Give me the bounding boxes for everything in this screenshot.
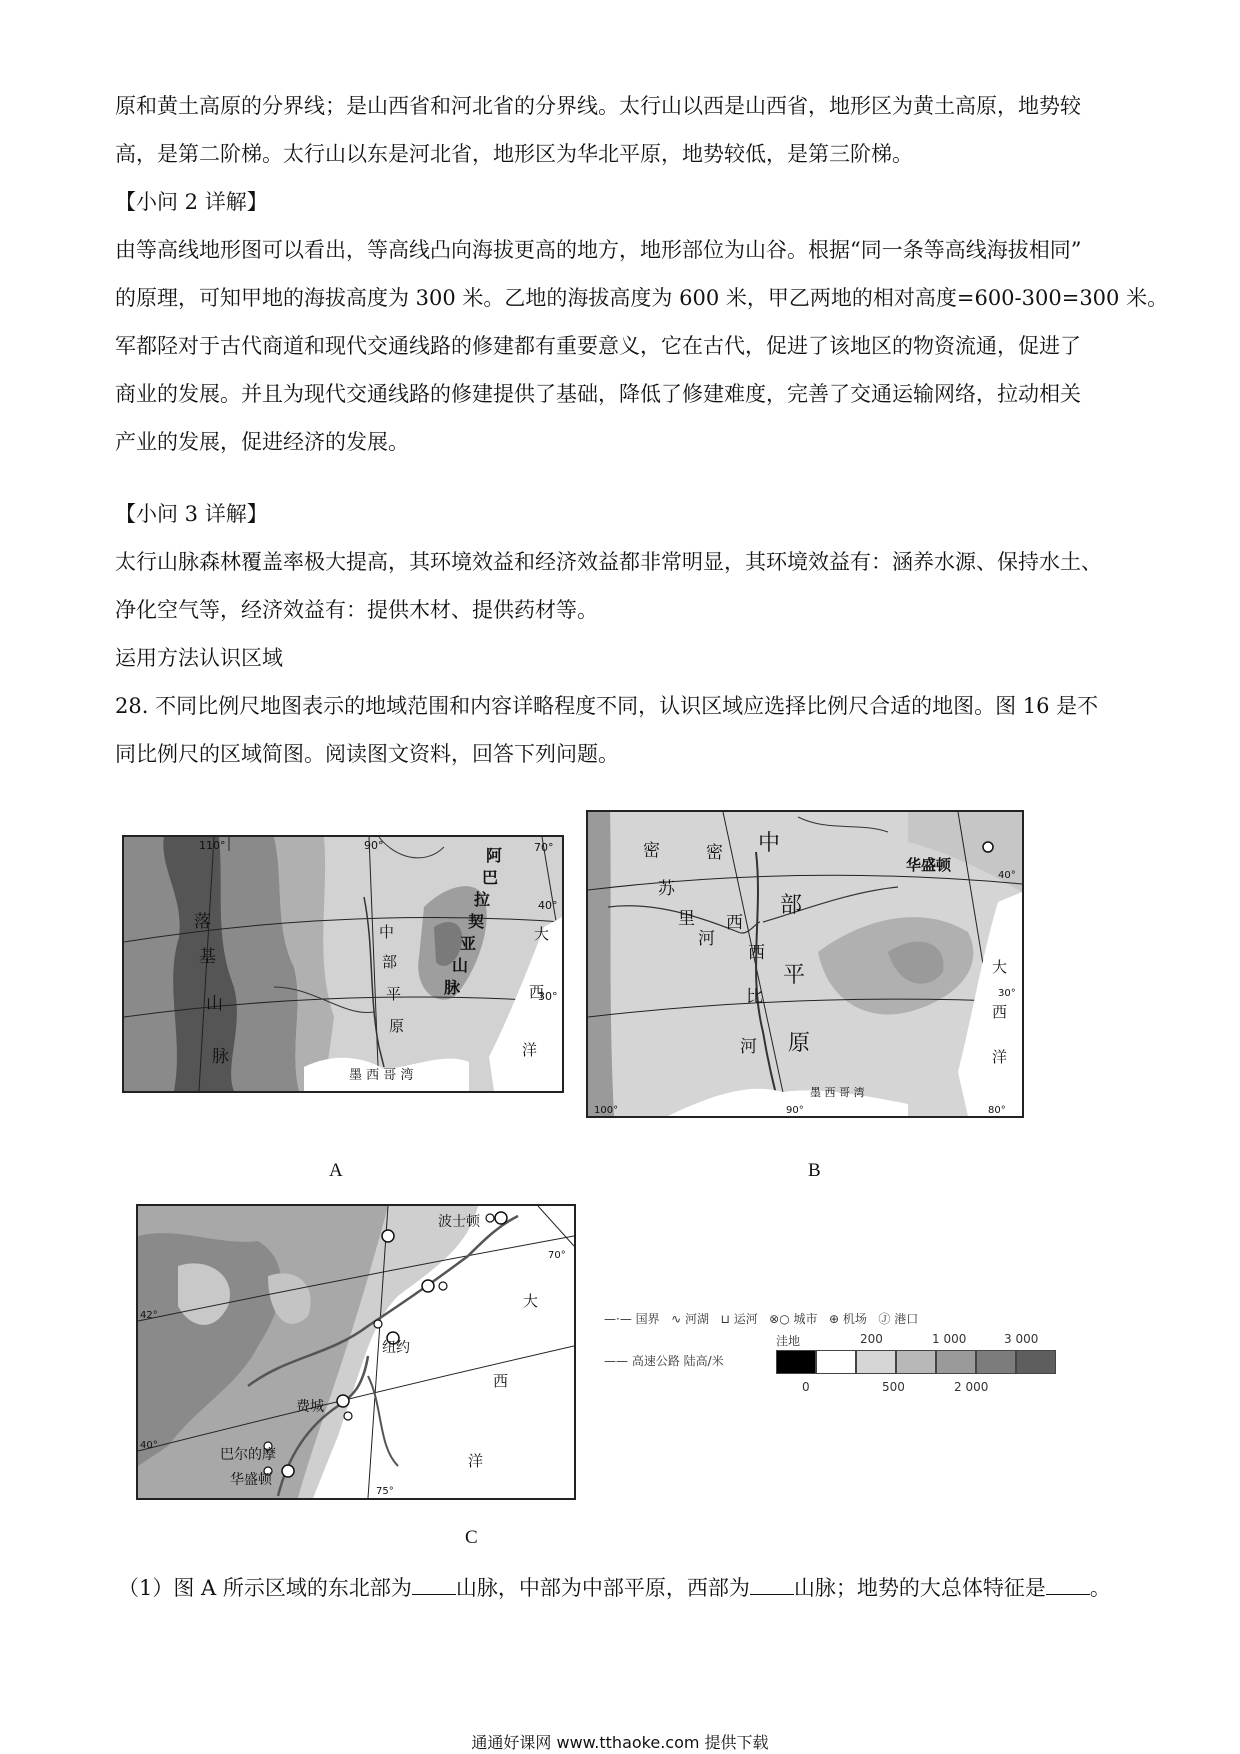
map-b-plain-char: 部: [780, 893, 803, 918]
canal-symbol: ⊔: [720, 1312, 730, 1326]
legend-tick: 500: [882, 1380, 905, 1394]
sub2-heading: 【小问 2 详解】: [115, 190, 268, 214]
map-b-lon-tick: 100°: [594, 1105, 619, 1116]
text-line: 净化空气等，经济效益有：提供木材、提供药材等。: [115, 598, 598, 622]
legend-city-label: 城市: [793, 1312, 818, 1326]
map-a-plain-char: 平: [386, 985, 402, 1003]
map-a-ocean-char: 西: [529, 983, 545, 1001]
text-line: 军都陉对于古代商道和现代交通线路的修建都有重要意义，它在古代，促进了该地区的物资流通，促进了: [115, 334, 1081, 358]
question-text: 山脉，中部为中部平原，西部为: [455, 1576, 750, 1600]
map-b-missouri-char: 密: [643, 841, 660, 861]
city-label-philadelphia: 费城: [296, 1399, 324, 1415]
map-a-rocky-char: 山: [206, 994, 223, 1014]
legend-tick: 洼地: [776, 1334, 801, 1348]
map-a-appalachian-char: 脉: [444, 978, 461, 997]
q28-paragraph: [115, 682, 1125, 778]
airport-marker: [337, 1395, 349, 1407]
legend-elevation-label: 陆高/米: [683, 1354, 724, 1368]
sub2-paragraph: [115, 226, 1169, 466]
text-line: 太行山脉森林覆盖率极大提高，其环境效益和经济效益都非常明显，其环境效益有：涵养水源、保持水土、: [115, 550, 1102, 574]
map-c-ocean-char: 大: [523, 1292, 539, 1310]
city-marker: [374, 1320, 382, 1328]
elevation-swatch: [816, 1350, 856, 1374]
elevation-swatch: [936, 1350, 976, 1374]
highway-symbol: ——: [604, 1354, 628, 1368]
map-a-plain-char: 部: [382, 953, 398, 971]
map-a-rocky-char: 脉: [212, 1047, 229, 1067]
map-b-plain-char: 中: [758, 831, 781, 856]
question-1: [118, 1572, 1111, 1602]
text-line: 原和黄土高原的分界线；是山西省和河北省的分界线。太行山以西是山西省，地形区为黄土高原，地势较: [115, 94, 1081, 118]
map-a-ocean-char: 洋: [522, 1041, 538, 1059]
map-b-mississippi-char: 比: [746, 987, 763, 1007]
city-label-boston: 波士顿: [438, 1214, 480, 1230]
text-line: 同比例尺的区域简图。阅读图文资料，回答下列问题。: [115, 742, 619, 766]
map-a-plain-char: 原: [389, 1017, 405, 1035]
city-icon: ⊗○: [769, 1312, 790, 1326]
map-a-rocky-char: 基: [199, 947, 216, 967]
elevation-swatch: [1016, 1350, 1056, 1374]
text-line: 28. 不同比例尺地图表示的地域范围和内容详略程度不同，认识区域应选择比例尺合适的地图。图 16 是不: [115, 694, 1099, 718]
sub3-paragraph: [115, 538, 1125, 634]
map-a-appalachian-char: 山: [452, 956, 469, 975]
map-a-lon-tick: 70°: [534, 841, 554, 854]
map-b-mississippi-char: 西: [726, 913, 743, 933]
map-b-ocean-char: 洋: [992, 1048, 1008, 1066]
answer-blank[interactable]: [1046, 1576, 1090, 1595]
elevation-swatch: [976, 1350, 1016, 1374]
map-b-lat-tick: 30°: [998, 988, 1016, 999]
legend-row-symbols: [604, 1310, 918, 1327]
map-a-lon-tick: 110°: [199, 839, 226, 852]
map-c: [136, 1204, 576, 1500]
legend-port-label: 港口: [894, 1312, 919, 1326]
city-marker: [486, 1214, 494, 1222]
map-a-plain-char: 中: [379, 923, 395, 941]
map-b-figure: [588, 812, 1022, 1116]
map-b-lon-tick: 80°: [988, 1105, 1006, 1116]
map-b-ocean-char: 西: [992, 1003, 1008, 1021]
map-b-missouri-char: 苏: [658, 879, 675, 899]
airport-marker: [422, 1280, 434, 1292]
map-a-figure: [124, 837, 562, 1091]
legend-tick: 200: [860, 1332, 883, 1346]
question-text: （1）图 A 所示区域的东北部为: [118, 1576, 412, 1600]
map-c-lon-tick: 75°: [376, 1486, 394, 1497]
city-label-washington: 华盛顿: [230, 1472, 272, 1488]
question-text: 。: [1089, 1576, 1111, 1600]
map-a-appalachian-char: 契: [468, 912, 485, 931]
legend-border-label: 国界: [635, 1312, 660, 1326]
legend-highway-label: 高速公路: [631, 1354, 680, 1368]
map-b-lat-tick: 40°: [998, 870, 1016, 881]
elevation-swatch: [856, 1350, 896, 1374]
map-a-rocky-char: 落: [194, 912, 211, 932]
map-c-ocean-char: 洋: [468, 1452, 484, 1470]
map-c-lat-tick: 40°: [140, 1440, 158, 1451]
text-line: 的原理，可知甲地的海拔高度为 300 米。乙地的海拔高度为 600 米，甲乙两地的相对高度=600-300=300 米。: [115, 286, 1169, 310]
map-a-lat-tick: 30°: [538, 990, 558, 1003]
section-title: 运用方法认识区域: [115, 646, 283, 670]
map-b: [586, 810, 1024, 1118]
map-b-plain-char: 平: [783, 963, 806, 988]
map-a-lat-tick: 40°: [538, 899, 558, 912]
map-b-mississippi-char: 河: [740, 1037, 757, 1057]
question-text: 山脉；地势的大总体特征是: [793, 1576, 1046, 1600]
airport-marker: [495, 1212, 507, 1224]
map-b-gulf-label: 墨 西 哥 湾: [810, 1086, 865, 1099]
legend-river-label: 河湖: [685, 1312, 710, 1326]
river-icon: ∿: [671, 1312, 682, 1326]
map-c-ocean-char: 西: [493, 1372, 509, 1390]
text-line: 产业的发展，促进经济的发展。: [115, 430, 409, 454]
map-a-lon-tick: 90°: [364, 839, 384, 852]
legend-airport-label: 机场: [842, 1312, 867, 1326]
map-a-appalachian-char: 拉: [474, 890, 491, 909]
map-a-appalachian-char: 巴: [482, 868, 499, 887]
map-b-plain-char: 原: [788, 1031, 811, 1056]
map-a-gulf-label: 墨 西 哥 湾: [349, 1068, 414, 1083]
map-c-caption: C: [465, 1527, 478, 1548]
legend-row-elevation: [604, 1352, 724, 1369]
text-line: 由等高线地形图可以看出，等高线凸向海拔更高的地方，地形部位为山谷。根据“同一条等高线海拔相同”: [115, 238, 1082, 262]
map-b-caption: B: [808, 1160, 821, 1181]
map-b-lon-tick: 90°: [786, 1105, 804, 1116]
elevation-swatch: [896, 1350, 936, 1374]
legend-tick: 2 000: [954, 1380, 989, 1394]
intro-paragraph: [115, 82, 1125, 178]
city-label-baltimore: 巴尔的摩: [220, 1447, 276, 1463]
city-marker: [344, 1412, 352, 1420]
map-a-appalachian-char: 阿: [486, 846, 503, 865]
footer: 通通好课网 www.tthaoke.com 提供下载: [471, 1733, 769, 1752]
map-b-city-marker: [983, 842, 993, 852]
sub3-heading: 【小问 3 详解】: [115, 502, 268, 526]
map-c-figure: [138, 1206, 574, 1498]
map-b-city-label: 华盛顿: [906, 856, 952, 874]
port-icon: Ⓙ: [878, 1312, 891, 1326]
map-b-missouri-char: 河: [698, 929, 715, 949]
map-b-missouri-char: 里: [678, 909, 695, 929]
border-symbol: —·—: [604, 1312, 632, 1326]
airport-marker: [282, 1465, 294, 1477]
map-a: [122, 835, 564, 1093]
map-c-lon-tick: 70°: [548, 1250, 566, 1261]
answer-blank[interactable]: [750, 1576, 794, 1595]
airport-marker: [382, 1230, 394, 1242]
legend-tick: 3 000: [1004, 1332, 1039, 1346]
city-label-newyork: 纽约: [382, 1340, 410, 1356]
map-a-appalachian-char: 亚: [460, 934, 477, 953]
text-line: 商业的发展。并且为现代交通线路的修建提供了基础，降低了修建难度，完善了交通运输网络，拉动相关: [115, 382, 1081, 406]
answer-blank[interactable]: [412, 1576, 456, 1595]
map-b-mississippi-char: 密: [706, 843, 723, 863]
legend-tick: 0: [802, 1380, 810, 1394]
city-marker: [439, 1282, 447, 1290]
map-b-mississippi-char: 西: [748, 943, 765, 963]
map-b-ocean-char: 大: [992, 958, 1008, 976]
airport-icon: ⊕: [828, 1312, 840, 1326]
map-a-caption: A: [329, 1160, 343, 1181]
map-a-ocean-char: 大: [534, 925, 550, 943]
map-c-lat-tick: 42°: [140, 1310, 158, 1321]
legend-tick: 1 000: [932, 1332, 967, 1346]
text-line: 高，是第二阶梯。太行山以东是河北省，地形区为华北平原，地势较低，是第三阶梯。: [115, 142, 913, 166]
elevation-swatch: [776, 1350, 816, 1374]
legend-canal-label: 运河: [733, 1312, 758, 1326]
